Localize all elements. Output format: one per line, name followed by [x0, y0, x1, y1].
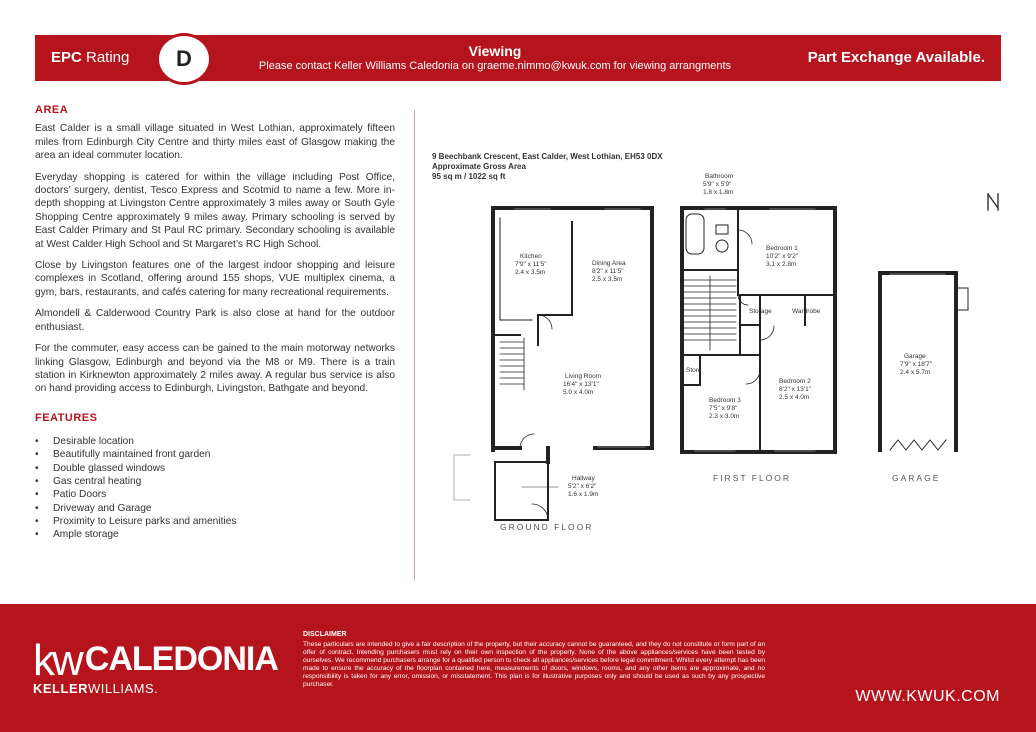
hallway-label: Hallway: [572, 475, 595, 482]
feature-item: • Patio Doors: [35, 488, 395, 501]
feature-item: • Gas central heating: [35, 475, 395, 488]
living-dim-imperial: 16'4" x 13'1": [563, 381, 599, 388]
garage-dim-metric: 2.4 x 5.7m: [900, 369, 931, 376]
viewing-info: [225, 43, 765, 72]
bedroom3-dim-metric: 2.3 x 3.0m: [709, 413, 740, 420]
features-heading: FEATURES: [35, 411, 98, 424]
bedroom1-label: Bedroom 1: [766, 245, 798, 252]
garage-label: Garage: [904, 353, 926, 360]
disclaimer-title: DISCLAIMER: [303, 631, 347, 638]
hallway-dim-metric: 1.6 x 1.9m: [568, 491, 599, 498]
ground-floor-label: GROUND FLOOR: [500, 522, 594, 532]
area-paragraph: East Calder is a small village situated in West Lothian, approximately fifteen miles from Edinburgh City Centre and thirty miles east of Glasgow making the area an ideal commuter location.: [35, 123, 395, 162]
website-link[interactable]: WWW.KWUK.COM: [855, 688, 1000, 705]
area-paragraph: Everyday shopping is catered for within the village including Post Office, doctors’ surgery, dentist, Tesco Express and Scotmid to name a few. More in-depth shopping at Livingston Centre approximately 3 miles away or South Gyle Shopping Centre approximately 9 miles away. Primary schooling is served by East Calder Primary and St Paul RC primary. Secondary schooling is available at West Calder High School and St Margaret’s RC High School.: [35, 171, 395, 250]
kitchen-label: Kitchen: [520, 253, 542, 260]
logo-name: CALEDONIA: [84, 640, 278, 678]
bathroom-dim-imperial: 5'9" x 5'9": [703, 181, 732, 188]
column-divider: [414, 110, 415, 580]
wardrobe-label: Wardrobe: [792, 308, 821, 315]
bathroom-label: Bathroom: [705, 173, 734, 180]
area-paragraph: Almondell & Calderwood Country Park is also close at hand for the outdoor enthusiast.: [35, 308, 395, 333]
first-floor-label: FIRST FLOOR: [713, 473, 792, 483]
bedroom1-dim-imperial: 10'2" x 9'2": [766, 253, 799, 260]
storage-label: Storage: [749, 308, 772, 315]
gross-area-value: 95 sq m / 1022 sq ft: [432, 172, 506, 181]
epc-label: EPC Rating: [51, 49, 130, 66]
living-label: Living Room: [565, 373, 602, 380]
disclaimer: [303, 631, 765, 689]
dining-dim-imperial: 8'2" x 11'5": [592, 268, 624, 275]
gross-area-title: Approximate Gross Area: [432, 162, 526, 171]
bedroom2-label: Bedroom 2: [779, 378, 811, 385]
area-paragraph: Close by Livingston features one of the largest indoor shopping and leisure complexes in Scotland, offering around 155 shops, VUE multiplex cinema, a gym, bars, restaurants, and cafés catering for many recreational requirements.: [35, 260, 395, 298]
bedroom2-dim-imperial: 8'2" x 13'1": [779, 386, 812, 393]
brand-logo: [33, 636, 278, 696]
feature-item: • Double glassed windows: [35, 462, 395, 475]
logo-kw: kw: [33, 636, 81, 685]
area-heading: AREA: [35, 104, 69, 116]
footer: [0, 604, 1036, 732]
bedroom2-dim-metric: 2.5 x 4.0m: [779, 394, 810, 401]
bedroom1-dim-metric: 3.1 x 2.8m: [766, 261, 797, 268]
epc-rating-badge: D: [156, 33, 212, 85]
logo-subtitle: KELLERWILLIAMS.: [33, 681, 159, 696]
feature-item: • Desirable location: [35, 435, 395, 448]
bedroom3-dim-imperial: 7'5" x 9'8": [709, 405, 738, 412]
description-column: [35, 104, 395, 542]
garage-floor-label: GARAGE: [892, 473, 941, 483]
feature-item: • Proximity to Leisure parks and amenities: [35, 515, 395, 528]
disclaimer-text: These particulars are intended to give a fair description of the property, but their accuracy cannot be guaranteed, and they do not constitute or form part of an offer of contract. Intending purchasers must rely on their own inspection of the property. None of the above appliances/services have been tested by ourselves. We recommend purchasers arrange for a qualified person to check all appliances/services before legal commitment. Whilst every attempt has been made to ensure the accuracy of the floorplan contained here, measurements of doors, windows, rooms, and any other items are approximate, and no responsibility is taken for any error, omission, or misstatement. This plan is for illustrative purposes only and should be used as such by any prospective purchaser.: [303, 641, 765, 688]
bedroom3-label: Bedroom 3: [709, 397, 741, 404]
hallway-dim-imperial: 5'2" x 6'2": [568, 483, 597, 490]
floor-plan: [420, 110, 1010, 590]
floor-plan-drawing: [420, 110, 1010, 590]
property-address: 9 Beechbank Crescent, East Calder, West Lothian, EH53 0DX: [432, 152, 663, 161]
room-labels: [515, 173, 933, 498]
top-banner: [35, 35, 1001, 81]
features-list: [35, 435, 395, 541]
feature-item: • Driveway and Garage: [35, 502, 395, 515]
viewing-contact: Please contact Keller Williams Caledonia on graeme.nimmo@kwuk.com for viewing arrangments: [258, 60, 732, 72]
store-label: Store: [686, 367, 702, 374]
kitchen-dim-metric: 2.4 x 3.5m: [515, 269, 546, 276]
dining-dim-metric: 2.5 x 3.5m: [592, 276, 623, 283]
living-dim-metric: 5.0 x 4.0m: [563, 389, 594, 396]
kitchen-dim-imperial: 7'9" x 11'5": [515, 261, 547, 268]
feature-item: • Beautifully maintained front garden: [35, 448, 395, 461]
garage-dim-imperial: 7'9" x 18'7": [900, 361, 933, 368]
bathroom-dim-metric: 1.8 x 1.8m: [703, 189, 734, 196]
dining-label: Dining Area: [592, 260, 626, 267]
feature-item: • Ample storage: [35, 528, 395, 541]
area-paragraph: For the commuter, easy access can be gained to the main motorway networks linking Glasgow, Edinburgh and beyond via the M8 or M9. There is a train station in Kirknewton approximately 2 miles away. A regular bus service is also on hand providing access to Edinburgh, Livingston, Bathgate and beyond.: [35, 343, 395, 395]
viewing-title: Viewing: [468, 43, 522, 59]
part-exchange-label: Part Exchange Available.: [807, 49, 985, 66]
